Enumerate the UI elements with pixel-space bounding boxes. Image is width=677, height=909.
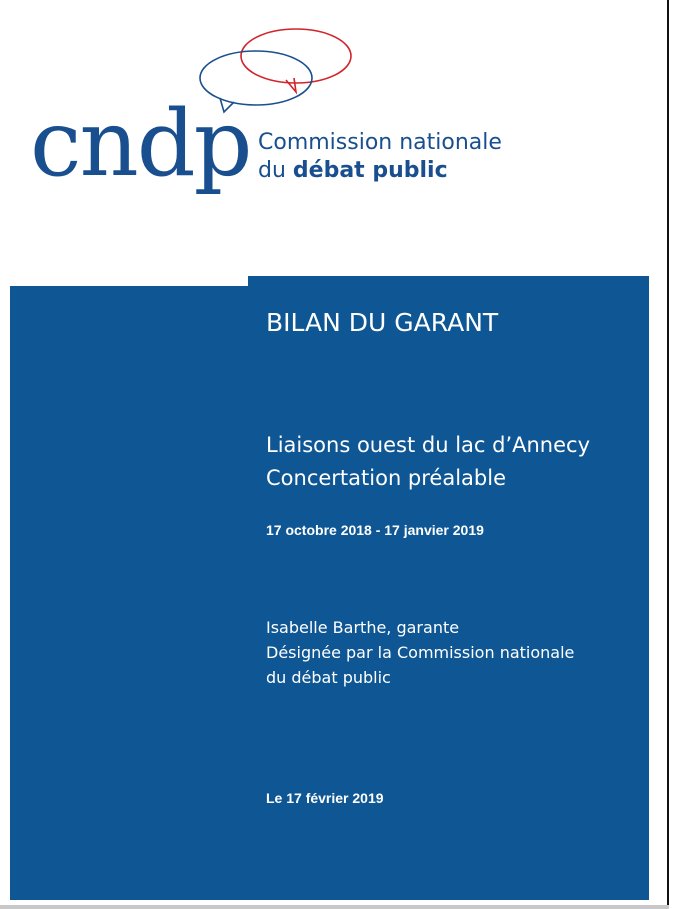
red-speech-bubble-icon: [286, 78, 296, 92]
cndp-logo: [0, 0, 677, 230]
report-title: BILAN DU GARANT: [266, 308, 499, 337]
page-edge-right: [667, 0, 669, 909]
issued-date: Le 17 février 2019: [266, 790, 384, 806]
guarantor-designation-line2: du débat public: [266, 668, 391, 687]
logo-name-bold: débat public: [292, 158, 448, 183]
red-bubble-outline: [241, 29, 351, 83]
logo-name-prefix: du: [258, 158, 293, 183]
guarantor-name: Isabelle Barthe, garante: [266, 618, 460, 637]
guarantor-designation-line1: Désignée par la Commission nationale: [266, 643, 575, 662]
project-name: Liaisons ouest du lac d’Annecy: [266, 433, 591, 457]
consultation-dates: 17 octobre 2018 - 17 janvier 2019: [266, 522, 484, 538]
logo-name-line1: Commission nationale: [258, 130, 502, 155]
page-edge-bottom: [0, 905, 669, 909]
consultation-type: Concertation préalable: [266, 466, 507, 490]
logo-wordmark: cndp: [30, 90, 251, 197]
logo-name-line2: [258, 158, 448, 183]
cover-panel: [10, 286, 649, 900]
